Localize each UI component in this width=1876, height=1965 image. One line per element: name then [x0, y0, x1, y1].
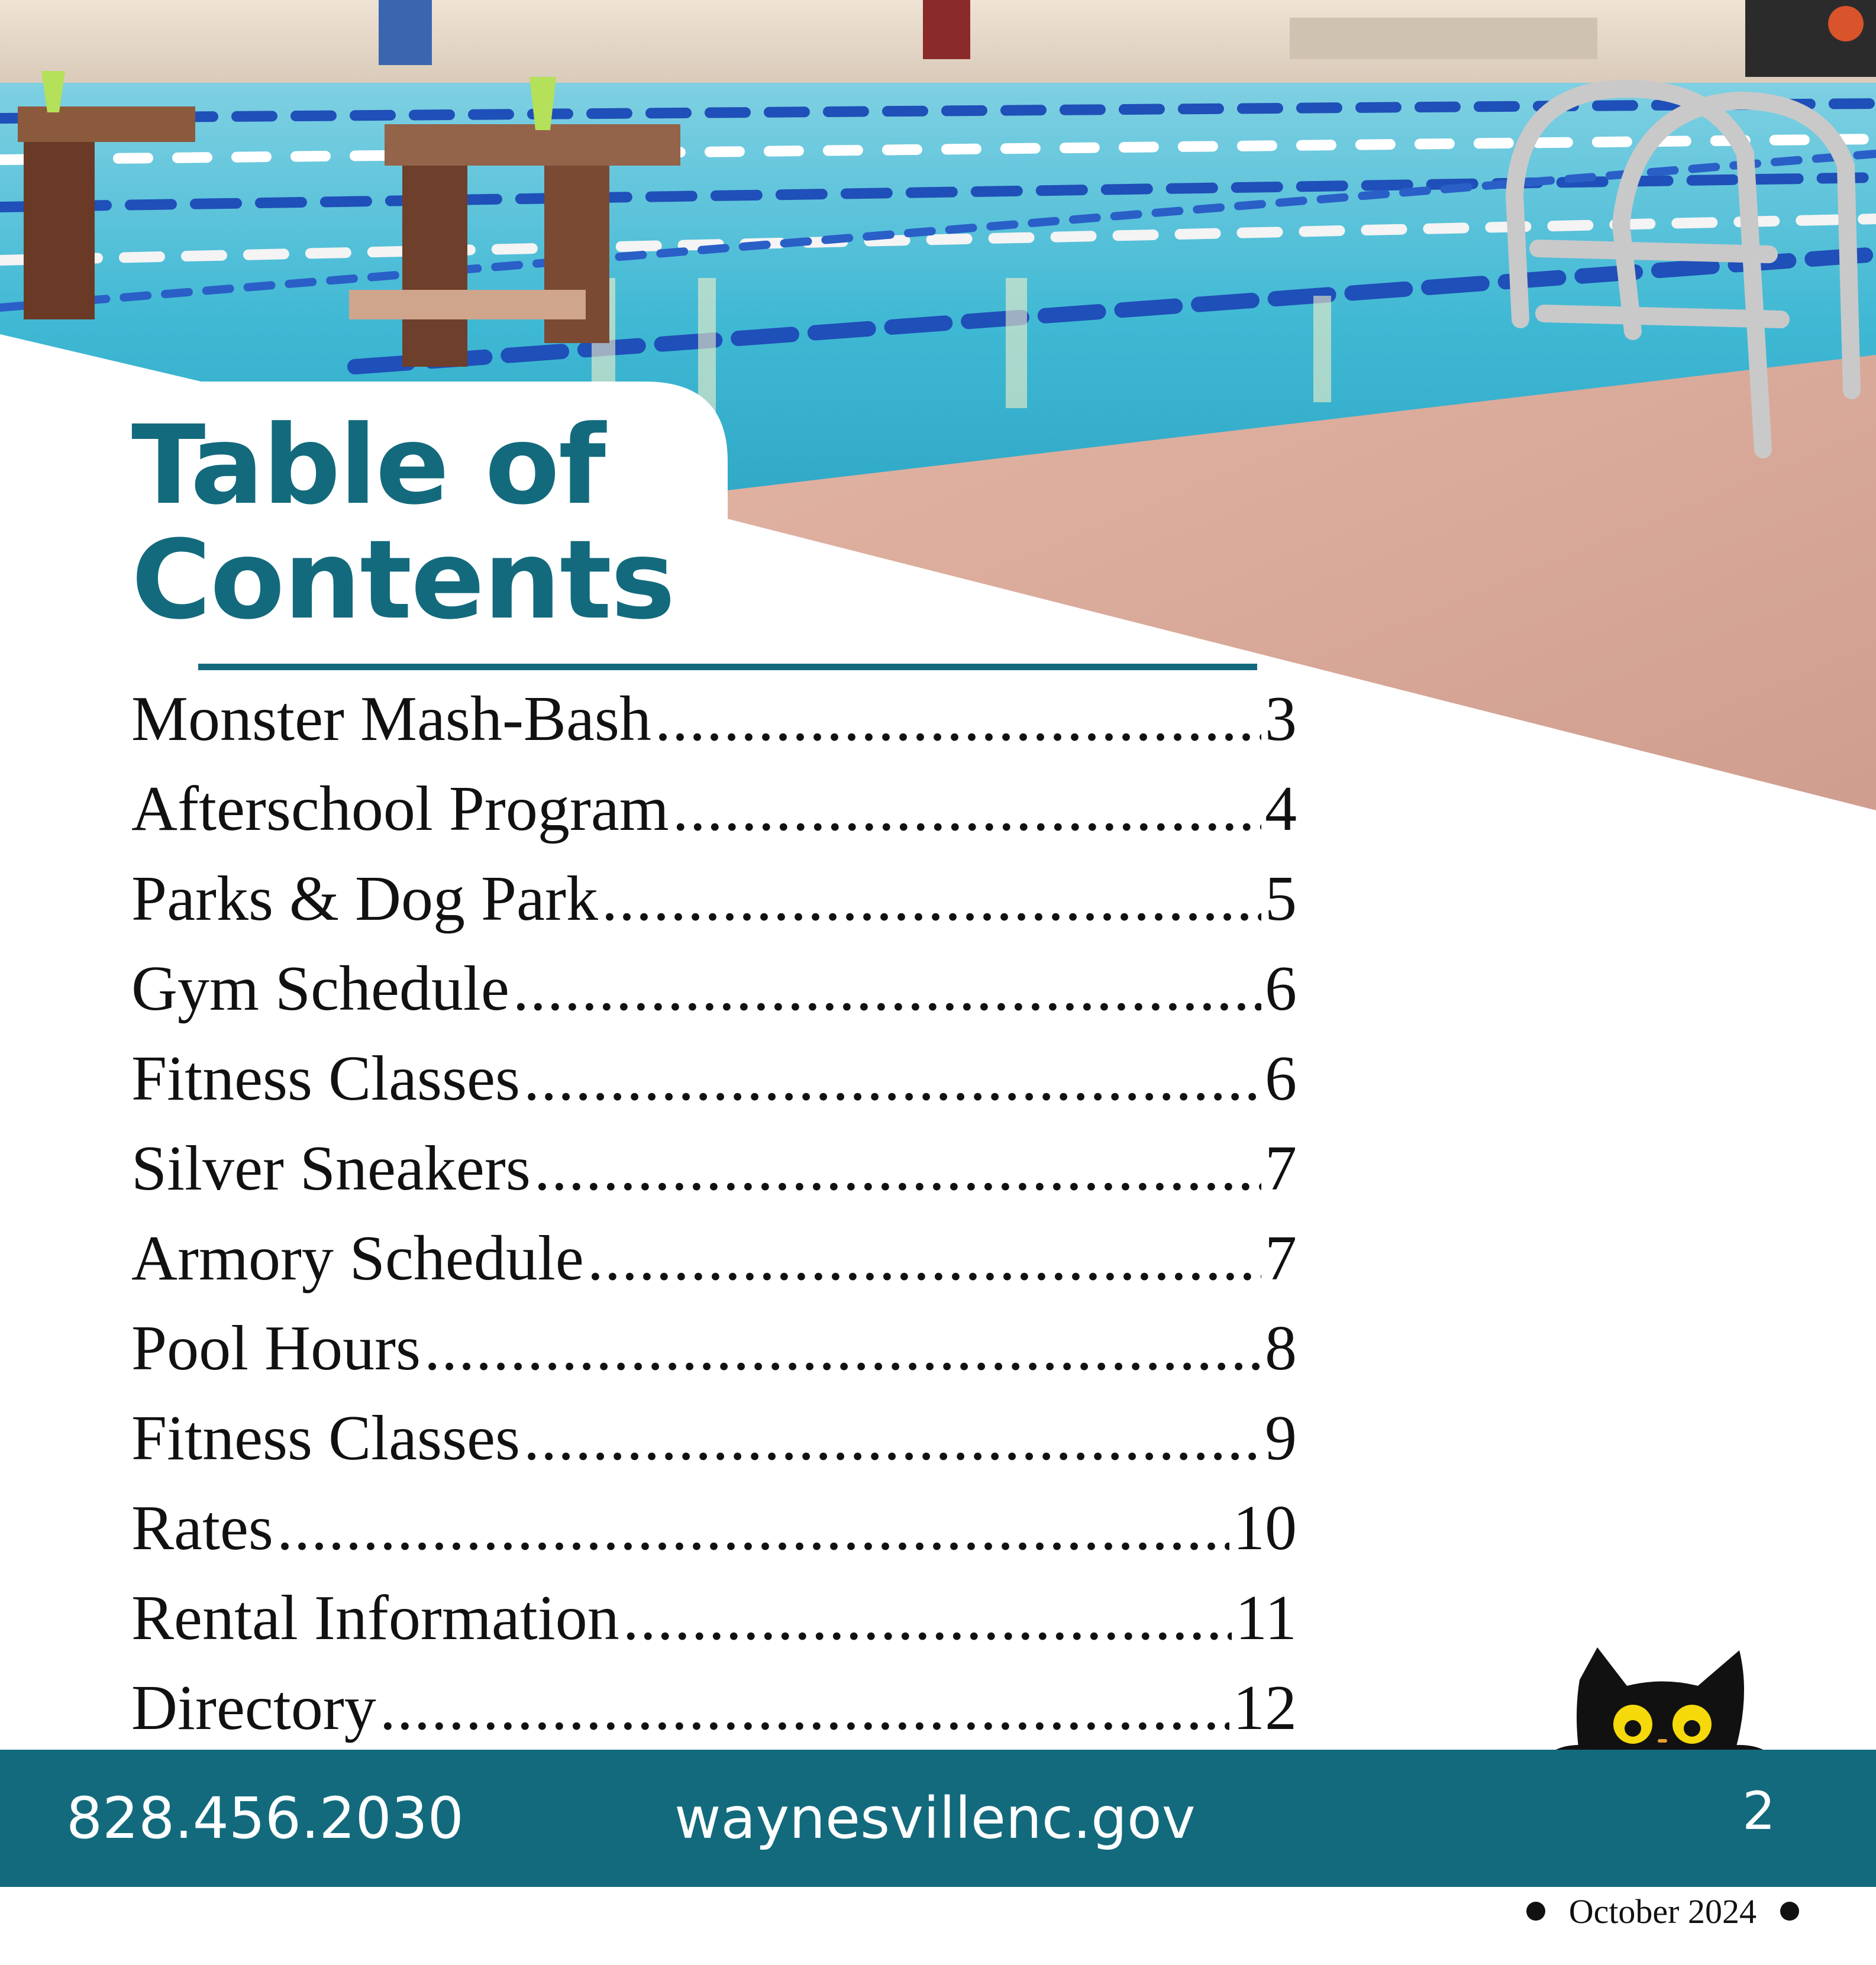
issue-date: October 2024 [1568, 1892, 1756, 1931]
toc-entry-label: Pool Hours [131, 1313, 421, 1384]
toc-entry-label: Afterschool Program [131, 774, 669, 844]
toc-entry[interactable] [131, 944, 1297, 1034]
page-title-line-2: Contents [131, 517, 674, 644]
toc-entry-page: 4 [1265, 774, 1297, 844]
toc-dot-leader [655, 674, 1261, 764]
toc-dot-leader [587, 1214, 1261, 1304]
toc-dot-leader [524, 1394, 1261, 1484]
toc-entry-label: Directory [131, 1673, 376, 1743]
toc-dot-leader [602, 854, 1261, 944]
toc-entry[interactable] [131, 1573, 1297, 1663]
footer-website-link[interactable]: waynesvillenc.gov [674, 1785, 1196, 1851]
toc-entry-label: Monster Mash-Bash [131, 684, 651, 754]
toc-entry-label: Rental Information [131, 1583, 619, 1653]
toc-entry[interactable] [131, 1394, 1297, 1484]
toc-dot-leader [524, 1034, 1261, 1124]
bullet-dot-icon [1526, 1902, 1545, 1921]
table-of-contents [131, 674, 1297, 1753]
toc-entry-label: Fitness Classes [131, 1043, 521, 1114]
toc-entry[interactable] [131, 674, 1297, 764]
toc-entry-page: 5 [1265, 864, 1297, 934]
toc-entry[interactable] [131, 1124, 1297, 1214]
issue-date-line [1526, 1885, 1799, 1938]
toc-entry[interactable] [131, 1663, 1297, 1753]
title-divider [198, 664, 1257, 670]
toc-entry-page: 3 [1265, 684, 1297, 754]
toc-entry-page: 11 [1235, 1583, 1297, 1653]
toc-entry-label: Parks & Dog Park [131, 864, 598, 934]
toc-entry-label: Armory Schedule [131, 1223, 584, 1294]
bullet-dot-icon [1780, 1902, 1799, 1921]
toc-entry-page: 6 [1265, 954, 1297, 1024]
toc-entry-page: 7 [1265, 1133, 1297, 1204]
page-number: 2 [1742, 1780, 1775, 1841]
toc-dot-leader [424, 1304, 1261, 1394]
toc-dot-leader [513, 944, 1261, 1034]
toc-entry[interactable] [131, 1304, 1297, 1394]
toc-entry-page: 10 [1233, 1493, 1297, 1563]
toc-dot-leader [673, 764, 1261, 854]
toc-entry[interactable] [131, 1034, 1297, 1124]
toc-entry-label: Rates [131, 1493, 273, 1563]
toc-entry-label: Silver Sneakers [131, 1133, 531, 1204]
footer-bar [0, 1750, 1876, 1887]
toc-entry[interactable] [131, 764, 1297, 854]
toc-entry-label: Gym Schedule [131, 954, 509, 1024]
page-title [131, 402, 674, 644]
toc-entry[interactable] [131, 854, 1297, 944]
toc-dot-leader [534, 1124, 1261, 1214]
toc-entry[interactable] [131, 1214, 1297, 1304]
toc-entry-page: 9 [1265, 1403, 1297, 1473]
toc-entry-page: 7 [1265, 1223, 1297, 1294]
toc-dot-leader [380, 1663, 1229, 1753]
footer-phone[interactable]: 828.456.2030 [66, 1785, 464, 1851]
toc-entry-page: 12 [1233, 1673, 1297, 1743]
toc-entry-label: Fitness Classes [131, 1403, 521, 1473]
toc-entry-page: 8 [1265, 1313, 1297, 1384]
toc-entry-page: 6 [1265, 1043, 1297, 1114]
page-title-line-1: Table of [131, 402, 605, 529]
toc-dot-leader [623, 1573, 1232, 1663]
toc-entry[interactable] [131, 1484, 1297, 1573]
toc-dot-leader [277, 1484, 1229, 1573]
